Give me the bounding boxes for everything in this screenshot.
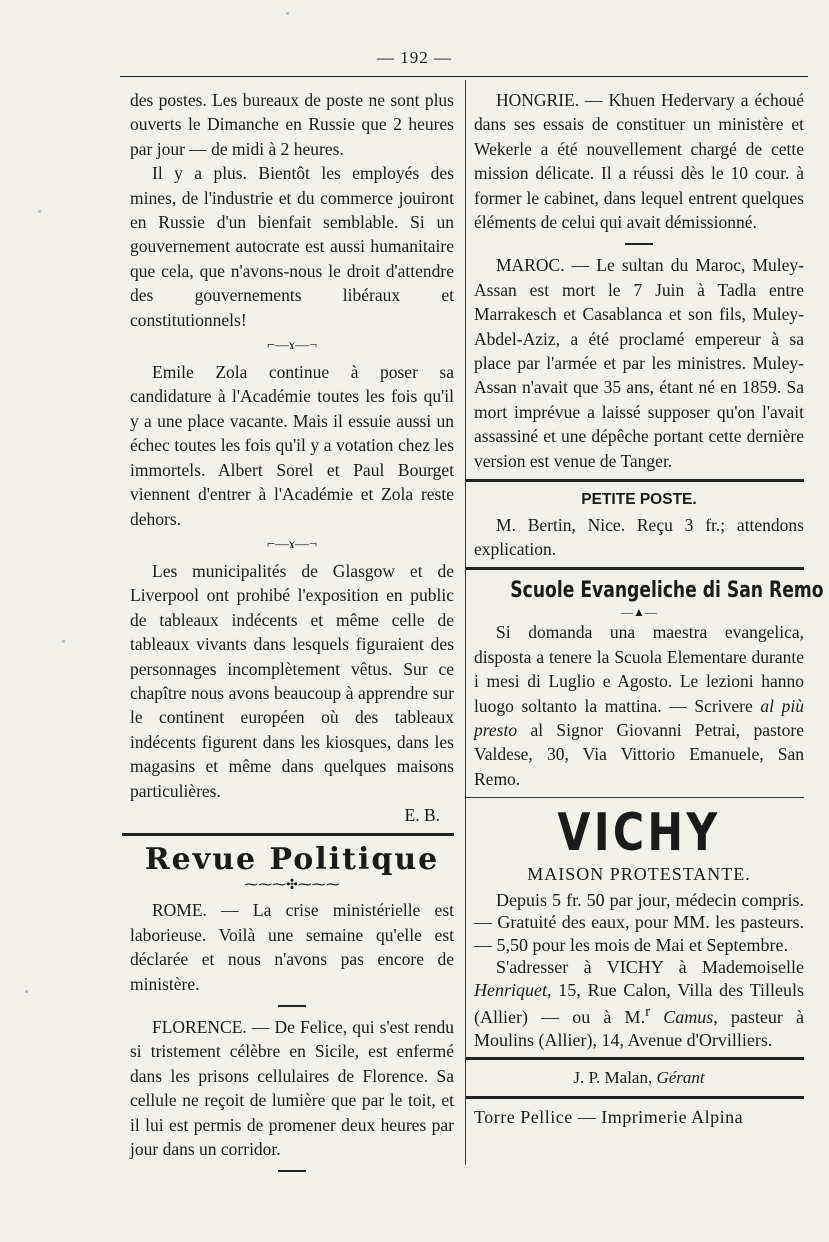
right-column [474,88,824,1130]
imprimerie-line: Torre Pellice — Imprimerie Alpina [474,1107,744,1128]
scuole-title: Scuole Evangeliche di San Remo [510,578,824,604]
paragraph-hongrie: HONGRIE. — Khuen Hedervary a échoué dans ses essais de constituer un ministère et Wekerle a été nouvellement chargé de cette mission délicate. Il a réussi dès le 10 cour. à former le cabinet, dans lequel entrent quelques éléments de celui qui avait démissionné. [474,90,804,233]
vichy-title: VICHY [557,803,721,864]
vichy-text: Depuis 5 fr. 50 par jour, médecin compris. — Gratuité des eaux, pour MM. les pasteurs. — 5,50 pour les mois de Mai et Septembre. [474,889,804,955]
scuole-text: Si domanda una maestra evangelica, disposta a tenere la Scuola Elementare durante i mesi di Luglio e Agosto. Le lezioni hanno luogo soltanto la mattina. — Scrivere al più presto al Signor Giovanni Petrai, pastore Valdese, 30, Via Vittorio Emanuele, San Remo. [474,622,804,789]
column-divider [465,80,466,1165]
section-rule [122,833,454,836]
petite-poste-text: M. Bertin, Nice. Reçu 3 fr.; attendons explication. [474,514,804,559]
section-rule [466,1057,804,1060]
gerant-line: J. P. Malan, Gérant [573,1068,705,1088]
vichy-subtitle: MAISON PROTESTANTE. [527,864,751,885]
paragraph-maroc: MAROC. — Le sultan du Maroc, Muley-Assan est mort le 7 Juin à Tadla entre Marrakesch et Casablanca et son fils, Muley-Abdel-Aziz, a été proclamé empereur à sa place par l'armée et par les ministres. Muley-Assan n'avait que 35 ans, étant né en 1859. Sa mort imprévue a laissé supposer qu'on l'avait assassiné et une dépêche portant cette dernière version est venue de Tanger. [474,255,804,471]
section-rule [466,1096,804,1099]
emphasis: al più presto [474,695,804,740]
paper-speck [25,990,28,993]
paper-speck [38,210,41,213]
petite-poste-title: PETITE POSTE. [581,491,697,509]
vichy-address: S'adresser à VICHY à Mademoiselle Henriquet, 15, Rue Calon, Villa des Tilleuls (Allier) — ou à M.$^r$ Camus, pasteur à Moulins (Allier), 14, Avenue d'Orvilliers. [474,957,805,1050]
paper-speck [286,12,289,15]
short-divider [278,1005,306,1007]
left-column [130,88,454,1180]
page-number: — 192 — [377,48,452,67]
header-rule [120,76,808,77]
paragraph-florence: FLORENCE. — De Felice, qui s'est rendu si tristement célèbre en Sicile, est enfermé dans les prisons cellulaires de Florence. Sa cellule ne reçoit de lumière que par le toit, et il lui est permis de promener deux heures par jour dans un corridor. [130,1017,454,1160]
paragraph-zola: Emile Zola continue à poser sa candidature à l'Académie toutes les fois qu'il y a une place vacante. Mais il essuie aussi un échec toutes les fois qu'il y a votation chez les immortels. Albert Sorel et Paul Bourget viennent d'entrer à l'Académie et Zola reste dehors. [130,362,454,529]
paragraph-russia-industry: Il y a plus. Bientôt les employés des mines, de l'industrie et du commerce jouiront en Russie d'un bienfait semblable. Si un gouvernement autocrate est aussi humanitaire que cela, que n'avons-nous le droit d'attendre des gouvernements libéraux et constitutionnels! [130,163,454,330]
paper-speck [62,640,65,643]
section-rule [466,567,804,570]
section-rule [466,797,804,798]
paragraph-glasgow: Les municipalités de Glasgow et de Liverpool ont prohibé l'exposition en public de tableaux indécents et même celle de tableaux vivants dans lesquels figuraient des personnages incomplètement vêtus. Sur ce chapître nous avons beaucoup à apprendre sur le continent européen où des tableaux indécents figurent dans les kiosques, dans les magasins et même dans quelques maisons particulières. [130,560,454,801]
paragraph-rome: ROME. — La crise ministérielle est laborieuse. Voilà une semaine qu'elle est déclarée et nous n'avons pas encore de ministère. [130,900,454,994]
signature: E. B. [404,804,440,825]
ornament-divider: ⌐—ɤ—¬ [266,536,317,552]
ornament-divider: ⌐—ɤ—¬ [266,338,317,354]
section-rule [466,479,804,482]
short-divider [625,243,653,245]
paragraph-russia-post: des postes. Les bureaux de poste ne sont plus ouverts le Dimanche en Russie que 2 heures par jour — de midi à 2 heures. [130,90,454,159]
title-ornament: ⁓⁓⁓✣⁓⁓⁓ [244,878,340,894]
section-title-revue-politique: Revue Politique [144,842,440,878]
title-ornament: —▲— [621,605,657,620]
short-divider [278,1170,306,1172]
